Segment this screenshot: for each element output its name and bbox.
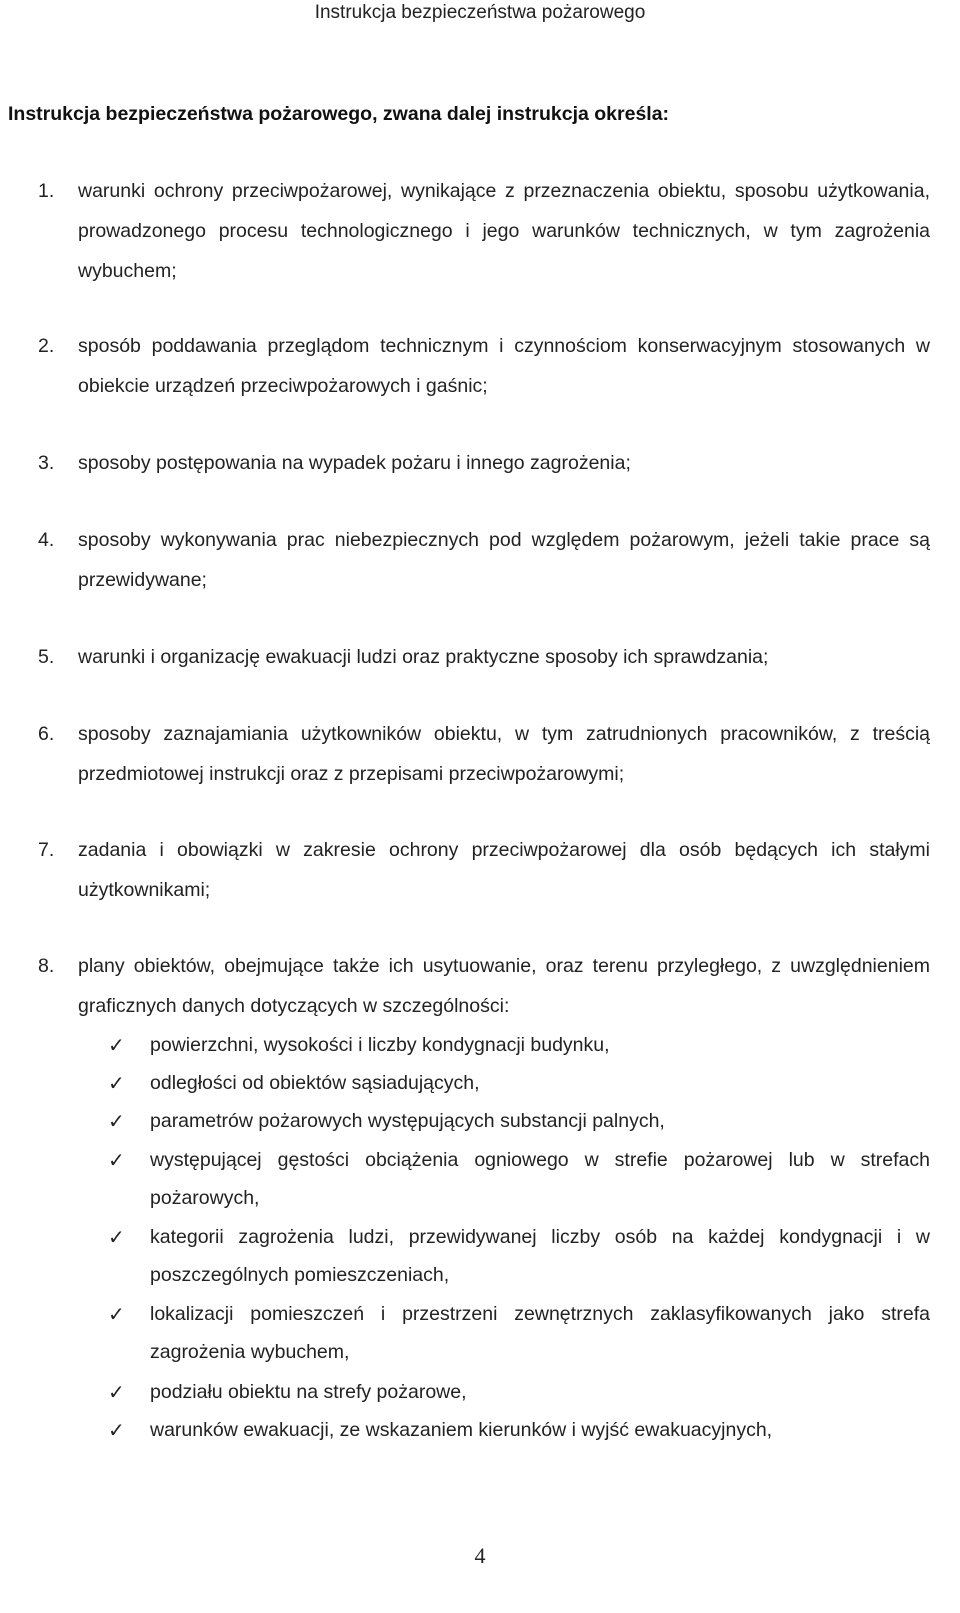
list-item (38, 326, 930, 406)
checklist-item-text: występującej gęstości obciążenia ogniowego w strefie pożarowej lub w strefach pożarowych, (150, 1149, 930, 1209)
list-item-text: warunki ochrony przeciwpożarowej, wynikające z przeznaczenia obiektu, sposobu użytkowania, prowadzonego procesu technologicznego i jego warunków technicznych, w tym zagrożenia wybuchem; (78, 180, 930, 282)
list-item (38, 520, 930, 600)
list-item-text: warunki i organizację ewakuacji ludzi oraz praktyczne sposoby ich sprawdzania; (78, 646, 769, 668)
section-heading: Instrukcja bezpieczeństwa pożarowego, zwana dalej instrukcja określa: (8, 103, 670, 125)
checklist-item (108, 1218, 930, 1294)
checkmark-icon: ✓ (108, 1071, 125, 1095)
checklist-item-text: podziału obiektu na strefy pożarowe, (150, 1381, 467, 1403)
list-item-text: plany obiektów, obejmujące także ich usytuowanie, oraz terenu przyległego, z uwzględnieniem graficznych danych dotyczących w szczególności: (78, 955, 930, 1017)
list-item-text: sposoby wykonywania prac niebezpiecznych pod względem pożarowym, jeżeli takie prace są przewidywane; (78, 529, 930, 591)
checkmark-icon: ✓ (108, 1033, 125, 1057)
running-header: Instrukcja bezpieczeństwa pożarowego (314, 2, 646, 23)
checkmark-icon: ✓ (108, 1109, 125, 1133)
list-item (38, 830, 930, 910)
checklist-item-text: lokalizacji pomieszczeń i przestrzeni zewnętrznych zaklasyfikowanych jako strefa zagrożenia wybuchem, (150, 1303, 930, 1363)
checkmark-icon: ✓ (108, 1418, 125, 1442)
list-item-number: 3. (38, 452, 55, 474)
list-item-number: 8. (38, 955, 55, 977)
checklist-item-text: kategorii zagrożenia ludzi, przewidywanej liczby osób na każdej kondygnacji i w poszczególnych pomieszczeniach, (150, 1226, 930, 1286)
list-item-text: sposoby postępowania na wypadek pożaru i innego zagrożenia; (78, 452, 631, 474)
list-item-text: zadania i obowiązki w zakresie ochrony przeciwpożarowej dla osób będących ich stałymi użytkownikami; (78, 839, 930, 901)
checklist-item (108, 1295, 930, 1371)
checklist-item (108, 1102, 930, 1140)
checkmark-icon: ✓ (108, 1225, 125, 1249)
checklist-item (108, 1064, 930, 1102)
list-item (38, 171, 930, 291)
checklist-item (108, 1373, 930, 1411)
list-item (38, 714, 930, 794)
list-item-text: sposoby zaznajamiania użytkowników obiektu, w tym zatrudnionych pracowników, z treścią przedmiotowej instrukcji oraz z przepisami przeciwpożarowymi; (78, 723, 930, 785)
checkmark-icon: ✓ (108, 1302, 125, 1326)
list-item-text: sposób poddawania przeglądom technicznym i czynnościom konserwacyjnym stosowanych w obiekcie urządzeń przeciwpożarowych i gaśnic; (78, 335, 930, 397)
checklist-item (108, 1141, 930, 1217)
checklist-item-text: odległości od obiektów sąsiadujących, (150, 1072, 480, 1094)
checklist-item-text: warunków ewakuacji, ze wskazaniem kierunków i wyjść ewakuacyjnych, (150, 1419, 773, 1441)
list-item (38, 637, 930, 677)
list-item (38, 443, 930, 483)
list-item-number: 6. (38, 723, 55, 745)
checklist-item-text: parametrów pożarowych występujących substancji palnych, (150, 1110, 665, 1132)
list-item-number: 5. (38, 646, 55, 668)
list-item-number: 7. (38, 839, 55, 861)
list-item-number: 4. (38, 529, 55, 551)
checklist-item-text: powierzchni, wysokości i liczby kondygnacji budynku, (150, 1034, 610, 1056)
page-number: 4 (474, 1543, 486, 1568)
list-item-number: 1. (38, 180, 55, 202)
list-item (38, 946, 930, 1026)
checklist-item (108, 1026, 930, 1064)
checkmark-icon: ✓ (108, 1380, 125, 1404)
list-item-number: 2. (38, 335, 55, 357)
checklist-item (108, 1411, 930, 1449)
checkmark-icon: ✓ (108, 1148, 125, 1172)
